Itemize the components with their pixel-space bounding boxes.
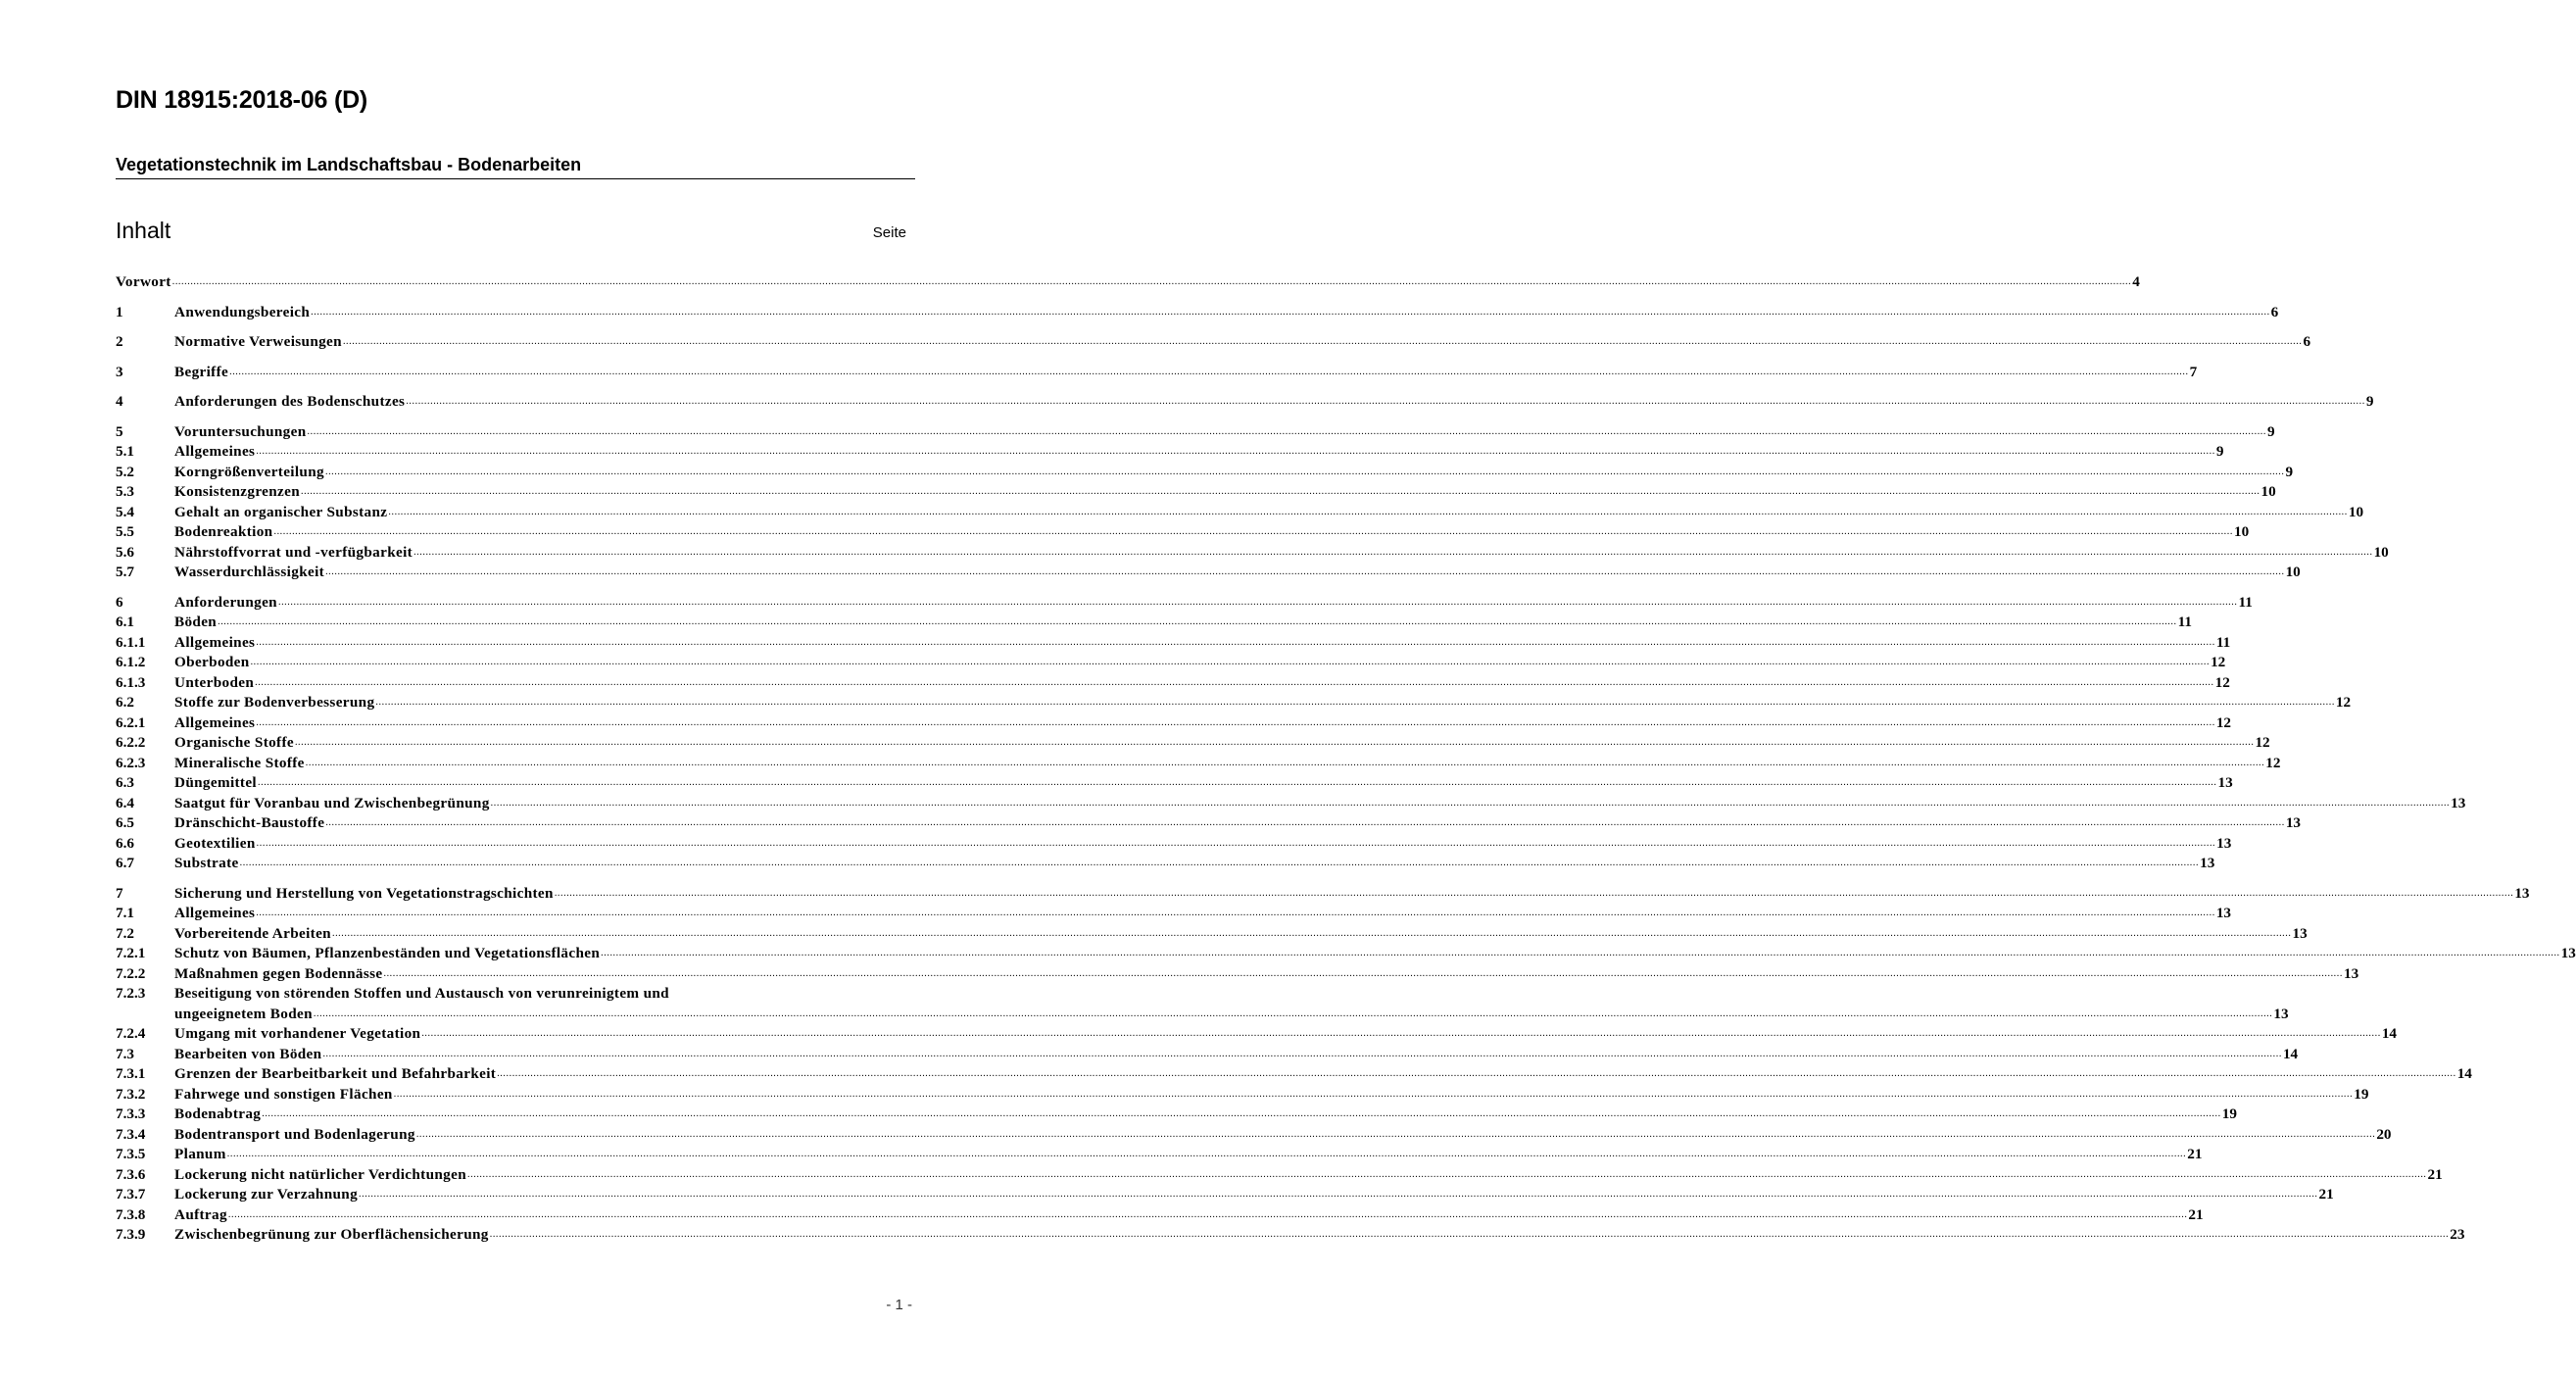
- toc-entry-title: Begriffe: [174, 363, 229, 380]
- toc-entry-title: Organische Stoffe: [174, 734, 294, 751]
- toc-entry-title: Allgemeines: [174, 713, 256, 731]
- toc-entry-title: Korngrößenverteilung: [174, 463, 324, 480]
- toc-entry-page: 4: [2132, 273, 2140, 290]
- toc-entry-title: Düngemittel: [174, 774, 257, 791]
- toc-entry-title: Fahrwege und sonstigen Flächen: [174, 1085, 393, 1103]
- dot-leader: [306, 754, 2265, 774]
- toc-entry[interactable]: [116, 693, 2352, 713]
- toc-entry[interactable]: [116, 363, 2198, 383]
- dot-leader: [490, 1225, 2450, 1246]
- toc-entry-title: Konsistenzgrenzen: [174, 483, 301, 500]
- toc-entry-number: 6.2: [116, 694, 134, 711]
- toc-entry-number: 5: [116, 422, 123, 440]
- toc-entry-number: 7.2: [116, 924, 134, 942]
- toc-entry-number: 7.2.4: [116, 1025, 146, 1042]
- toc-entry-number: 6.6: [116, 834, 134, 852]
- dot-leader: [413, 543, 2373, 564]
- toc-entry-page: 14: [2381, 1025, 2398, 1042]
- toc-entry-title: Bodenabtrag: [174, 1105, 262, 1122]
- toc-entry-number: 7.3.1: [116, 1065, 146, 1082]
- dot-leader: [467, 1165, 2427, 1186]
- toc-entry-title: Lockerung zur Verzahnung: [174, 1186, 359, 1203]
- toc-entry-title: Zwischenbegrünung zur Oberflächensicherung: [174, 1226, 489, 1243]
- dot-leader: [325, 463, 2285, 483]
- dot-leader: [278, 593, 2238, 614]
- toc-entry-title: Vorwort: [116, 273, 171, 290]
- toc-entry[interactable]: [116, 1085, 2369, 1105]
- toc-entry-page: 12: [2214, 673, 2230, 691]
- toc-entry-page: 11: [2215, 633, 2231, 651]
- dot-leader: [406, 392, 2365, 413]
- dot-leader: [228, 1205, 2188, 1226]
- toc-entry[interactable]: [116, 713, 2231, 734]
- dot-leader: [256, 904, 2215, 924]
- dot-leader: [273, 522, 2233, 543]
- toc-entry-title: Voruntersuchungen: [174, 422, 307, 440]
- toc-entry-page: 13: [2292, 924, 2308, 942]
- toc-entry[interactable]: [116, 543, 2389, 564]
- toc-entry-number: 6.5: [116, 814, 134, 831]
- toc-entry[interactable]: [116, 563, 2301, 583]
- toc-entry[interactable]: [116, 1185, 2334, 1205]
- toc-entry-page: 12: [2211, 654, 2226, 670]
- toc-entry[interactable]: [116, 794, 2466, 814]
- toc-entry-page: 14: [2456, 1065, 2472, 1082]
- dot-leader: [343, 332, 2303, 353]
- toc-entry-page: 9: [2285, 463, 2294, 480]
- toc-entry-page: 13: [2215, 905, 2231, 921]
- toc-entry-page: 10: [2373, 543, 2389, 561]
- toc-entry-title: Nährstoffvorrat und -verfügbarkeit: [174, 543, 413, 561]
- dot-leader: [325, 813, 2285, 834]
- dot-leader: [227, 1145, 2187, 1165]
- toc-entry-page: 13: [2273, 1005, 2289, 1022]
- toc-entry-page: 19: [2221, 1105, 2237, 1122]
- dot-leader: [497, 1064, 2456, 1085]
- dot-leader: [172, 272, 2132, 293]
- toc-entry-title: Mineralische Stoffe: [174, 754, 305, 771]
- toc-entry-vorwort[interactable]: [116, 272, 2140, 293]
- toc-entry-title: Auftrag: [174, 1205, 227, 1223]
- dot-leader: [229, 363, 2189, 383]
- toc-entry-title: Vorbereitende Arbeiten: [174, 924, 331, 942]
- toc-entry-continuation: [174, 1005, 2289, 1025]
- toc-entry-number: 3: [116, 363, 123, 380]
- toc-entry[interactable]: [116, 613, 2192, 633]
- toc-entry-title: Grenzen der Bearbeitbarkeit und Befahrbarkeit: [174, 1065, 497, 1082]
- toc-entry-title: Lockerung nicht natürlicher Verdichtungen: [174, 1165, 467, 1183]
- toc-heading: Inhalt: [116, 218, 171, 243]
- toc-entry-title: Wasserdurchlässigkeit: [174, 564, 325, 580]
- toc-entry-title: Anforderungen: [174, 593, 277, 611]
- toc-entry-title: Dränschicht-Baustoffe: [174, 814, 325, 831]
- toc-entry-title: Allgemeines: [174, 443, 256, 460]
- toc-entry-number: 6.2.1: [116, 713, 146, 731]
- dot-leader: [240, 854, 2200, 874]
- toc-entry-number: 5.6: [116, 543, 134, 561]
- toc-entry-number: 6: [116, 593, 123, 611]
- toc-entry-number: 6.1.2: [116, 654, 146, 670]
- toc-entry-number: 6.2.3: [116, 754, 146, 771]
- toc-entry[interactable]: [116, 653, 2226, 673]
- toc-entry-number: 4: [116, 393, 123, 410]
- toc-entry[interactable]: [116, 392, 2374, 413]
- toc-entry[interactable]: [116, 984, 2289, 1024]
- toc-entry-page: 10: [2348, 503, 2364, 520]
- toc-entry[interactable]: [116, 593, 2253, 614]
- toc-entry-number: 6.1.3: [116, 673, 146, 691]
- dot-leader: [255, 673, 2214, 694]
- toc-entry[interactable]: [116, 522, 2250, 543]
- toc-entry-number: 7.3.7: [116, 1186, 146, 1203]
- toc-entry[interactable]: [116, 633, 2231, 654]
- dot-leader: [555, 884, 2514, 905]
- toc-entry-number: 5.4: [116, 503, 134, 520]
- toc-entry-title-continued: ungeeignetem Boden: [174, 1005, 313, 1022]
- toc-entry-page: 13: [2560, 945, 2576, 961]
- toc-entry-number: 7.1: [116, 905, 134, 921]
- toc-entry[interactable]: [116, 944, 2576, 964]
- toc-entry-page: 20: [2376, 1125, 2392, 1143]
- toc-entry[interactable]: [116, 754, 2281, 774]
- toc-entry[interactable]: [116, 813, 2301, 834]
- toc-entry[interactable]: [116, 1045, 2299, 1065]
- dot-leader: [262, 1105, 2221, 1125]
- toc-entry-number: 7.3.2: [116, 1085, 146, 1103]
- dot-leader: [301, 482, 2260, 503]
- toc-entry-page: 10: [2285, 564, 2301, 580]
- toc-entry-title: Normative Verweisungen: [174, 333, 342, 350]
- toc-entry-number: 7.3.4: [116, 1125, 146, 1143]
- toc-entry-number: 6.1: [116, 614, 134, 630]
- dot-leader: [322, 1045, 2282, 1065]
- toc-entry-page: 13: [2216, 834, 2232, 852]
- dot-leader: [218, 613, 2177, 633]
- toc-entry-number: 1: [116, 303, 123, 320]
- toc-entry[interactable]: [116, 1105, 2237, 1125]
- toc-entry-page: 11: [2238, 593, 2253, 611]
- toc-entry-page: 13: [2451, 794, 2466, 811]
- toc-entry-number: 6.7: [116, 855, 134, 871]
- toc-entry-title: Stoffe zur Bodenverbesserung: [174, 694, 375, 711]
- toc-entry-title: Allgemeines: [174, 905, 256, 921]
- toc-entry-title: Bodentransport und Bodenlagerung: [174, 1125, 415, 1143]
- toc-entry-number: 2: [116, 333, 123, 350]
- dot-leader: [416, 1125, 2376, 1146]
- dot-leader: [295, 733, 2255, 754]
- toc-entry-title: Böden: [174, 614, 218, 630]
- dot-leader: [383, 964, 2343, 985]
- toc-entry-number: 7.2.3: [116, 985, 146, 1002]
- toc-entry-number: 7.3.6: [116, 1165, 146, 1183]
- toc-entry[interactable]: [116, 332, 2311, 353]
- toc-entry[interactable]: [116, 422, 2275, 443]
- toc-entry[interactable]: [116, 924, 2308, 945]
- toc-entry-page: 6: [2303, 333, 2311, 350]
- toc-entry-page: 10: [2260, 483, 2276, 500]
- toc-entry[interactable]: [116, 1125, 2392, 1146]
- toc-entry[interactable]: [116, 1024, 2398, 1045]
- dot-leader: [257, 834, 2216, 855]
- toc-entry-title: Anforderungen des Bodenschutzes: [174, 393, 406, 410]
- page-number: - 1 -: [886, 1297, 912, 1313]
- toc-entry-number: 5.1: [116, 443, 134, 460]
- toc-entry-number: 5.5: [116, 523, 134, 540]
- toc-entry-page: 9: [2267, 422, 2275, 440]
- dot-leader: [359, 1185, 2318, 1205]
- dot-leader: [332, 924, 2292, 945]
- toc-entry-title: Unterboden: [174, 673, 255, 691]
- dot-leader: [314, 1005, 2273, 1025]
- toc-entry[interactable]: [116, 904, 2231, 924]
- toc-entry[interactable]: [116, 1064, 2472, 1085]
- toc-entry-number: 5.3: [116, 483, 134, 500]
- toc-entry-title: Anwendungsbereich: [174, 303, 311, 320]
- toc-entry-title: Umgang mit vorhandener Vegetation: [174, 1025, 421, 1042]
- toc-entry-title: Schutz von Bäumen, Pflanzenbeständen und Vegetationsflächen: [174, 945, 601, 961]
- dot-leader: [256, 633, 2215, 654]
- toc-entry-number: 5.2: [116, 463, 134, 480]
- toc-entry[interactable]: [116, 442, 2224, 463]
- dot-leader: [491, 794, 2451, 814]
- dot-leader: [308, 422, 2267, 443]
- document-subtitle: Vegetationstechnik im Landschaftsbau - Bodenarbeiten: [116, 155, 915, 179]
- toc-entry-number: 6.4: [116, 794, 134, 811]
- toc-entry-title: Geotextilien: [174, 834, 256, 852]
- toc-entry-page: 11: [2177, 614, 2192, 630]
- toc-entry-page: 10: [2233, 523, 2250, 540]
- toc-entry-page: 13: [2285, 814, 2301, 831]
- toc-entry-page: 13: [2514, 884, 2530, 902]
- toc-entry[interactable]: [116, 1225, 2465, 1246]
- toc-entry-title: Bodenreaktion: [174, 523, 273, 540]
- toc-entry-number: 6.3: [116, 774, 134, 791]
- dot-leader: [325, 563, 2285, 583]
- toc-entry-title: Saatgut für Voranbau und Zwischenbegrünung: [174, 794, 490, 811]
- toc-entry-title: Oberboden: [174, 654, 250, 670]
- dot-leader: [375, 693, 2335, 713]
- toc-entry-number: 6.2.2: [116, 734, 146, 751]
- toc-entry-number: 7.2.2: [116, 964, 146, 982]
- toc-entry-number: 7: [116, 884, 123, 902]
- toc-entry-number: 7.3.9: [116, 1226, 146, 1243]
- toc-entry-title: Beseitigung von störenden Stoffen und Austausch von verunreinigtem und: [174, 985, 669, 1002]
- toc-entry-page: 21: [2187, 1146, 2203, 1162]
- dot-leader: [388, 503, 2348, 523]
- toc-entry-title: Substrate: [174, 855, 239, 871]
- toc-entry[interactable]: [116, 463, 2294, 483]
- toc-entry-title: Sicherung und Herstellung von Vegetationstragschichten: [174, 884, 554, 902]
- toc-entry-number: 5.7: [116, 564, 134, 580]
- dot-leader: [256, 442, 2215, 463]
- table-of-contents: [116, 272, 2576, 1246]
- toc-entry[interactable]: [116, 1165, 2443, 1186]
- toc-entry-page: 12: [2335, 694, 2352, 711]
- toc-entry-page: 21: [2188, 1205, 2204, 1223]
- toc-entry[interactable]: [116, 964, 2359, 985]
- dot-leader: [421, 1024, 2381, 1045]
- toc-entry-page: 13: [2200, 855, 2215, 871]
- toc-entry-title: Allgemeines: [174, 633, 256, 651]
- toc-entry-number: 7.3.5: [116, 1146, 146, 1162]
- toc-entry-page: 13: [2217, 774, 2233, 791]
- toc-entry[interactable]: [116, 482, 2276, 503]
- toc-entry-title: Planum: [174, 1146, 226, 1162]
- toc-entry-page: 19: [2354, 1085, 2369, 1103]
- dot-leader: [256, 713, 2215, 734]
- toc-entry-page: 13: [2343, 964, 2359, 982]
- dot-leader: [258, 773, 2217, 794]
- toc-entry[interactable]: [116, 1145, 2203, 1165]
- document-title: DIN 18915:2018-06 (D): [116, 86, 368, 114]
- toc-entry-number: 7.2.1: [116, 945, 146, 961]
- toc-entry-body: [174, 984, 2289, 1024]
- page-column-label: Seite: [872, 224, 906, 241]
- dot-leader: [601, 944, 2560, 964]
- dot-leader: [311, 303, 2270, 323]
- toc-entry[interactable]: [116, 834, 2232, 855]
- toc-entry-page: 12: [2215, 713, 2231, 731]
- toc-entry-page: 23: [2450, 1226, 2465, 1243]
- toc-entry-page: 14: [2282, 1045, 2299, 1062]
- toc-entry[interactable]: [116, 854, 2215, 874]
- toc-entry-page: 12: [2255, 734, 2270, 751]
- toc-entry-page: 9: [2365, 393, 2374, 410]
- toc-entry[interactable]: [116, 1205, 2204, 1226]
- toc-entry-page: 21: [2427, 1165, 2443, 1183]
- toc-entry-page: 7: [2189, 363, 2198, 380]
- toc-entry-title: Bearbeiten von Böden: [174, 1045, 322, 1062]
- toc-entry-page: 12: [2265, 754, 2281, 771]
- dot-leader: [251, 653, 2211, 673]
- dot-leader: [394, 1085, 2354, 1105]
- toc-entry[interactable]: [116, 733, 2270, 754]
- toc-entry[interactable]: [116, 884, 2530, 905]
- toc-entry[interactable]: [116, 503, 2364, 523]
- toc-entry-page: 21: [2318, 1186, 2334, 1203]
- toc-entry-number: 7.3: [116, 1045, 134, 1062]
- toc-entry-page: 6: [2270, 303, 2279, 320]
- toc-entry-title: Maßnahmen gegen Bodennässe: [174, 964, 383, 982]
- toc-entry[interactable]: [116, 303, 2279, 323]
- toc-entry-number: 7.3.3: [116, 1105, 146, 1122]
- toc-entry-number: 7.3.8: [116, 1205, 146, 1223]
- toc-entry[interactable]: [116, 673, 2230, 694]
- toc-entry-number: 6.1.1: [116, 633, 146, 651]
- toc-entry-page: 9: [2215, 443, 2224, 460]
- toc-entry-title: Gehalt an organischer Substanz: [174, 503, 388, 520]
- toc-entry[interactable]: [116, 773, 2233, 794]
